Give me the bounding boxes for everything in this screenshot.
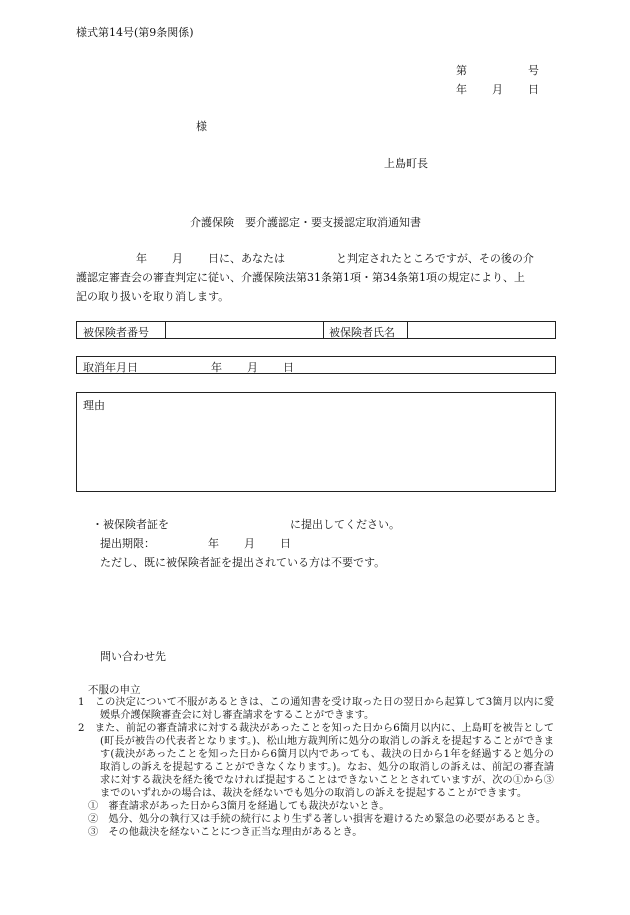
appeal-list	[78, 696, 554, 839]
submission-line1: ・被保険者証を	[92, 518, 169, 531]
insured-info-row	[76, 321, 556, 339]
body-line1-rest: と判定されたところですが、その後の介	[336, 252, 534, 265]
submission-note: ただし、既に被保険者証を提出されている方は不要です。	[100, 556, 386, 569]
cancel-date-row	[76, 356, 556, 374]
issuer: 上島町長	[384, 157, 428, 170]
body-line3: 記の取り扱いを取り消します。	[76, 290, 230, 303]
appeal-sub-2-text: 処分、処分の執行又は手続の続行により生ずる著しい損害を避けるため緊急の必要があるとき。	[108, 814, 547, 825]
cancel-date-label: 取消年月日	[83, 361, 138, 374]
body-line2: 護認定審査会の審査判定に従い、介護保険法第31条第1項・第34条第1項の規定により、上	[76, 271, 525, 284]
deadline-label: 提出期限：	[100, 537, 155, 550]
submission-line1-end: に提出してください。	[290, 518, 400, 531]
page-title: 介護保険 要介護認定・要支援認定取消通知書	[190, 216, 421, 229]
appeal-sub-3-text: その他裁決を経ないことにつき正当な理由があるとき。	[108, 827, 363, 838]
cancel-day: 日	[283, 361, 294, 374]
body-month: 月	[172, 252, 183, 265]
date-year: 年	[456, 83, 467, 96]
appeal-item-1-text: この決定について不服があるときは、この通知書を受け取った日の翌日から起算して3箇月以内に愛媛県介護保険審査会に対し審査請求をすることができます。	[94, 697, 555, 721]
reason-box	[76, 392, 556, 492]
contact-label: 問い合わせ先	[100, 650, 166, 663]
cancel-month: 月	[247, 361, 258, 374]
date-month: 月	[492, 83, 503, 96]
date-day: 日	[528, 83, 539, 96]
body-day-text: 日に、あなたは	[208, 252, 285, 265]
appeal-item-2	[78, 722, 554, 800]
appeal-sub-1-text: 審査請求があった日から3箇月を経過しても裁決がないとき。	[108, 801, 390, 812]
appeal-sub-1-num: ①	[88, 801, 99, 812]
appeal-sub-3-num: ③	[88, 827, 99, 838]
appeal-sub-2-num: ②	[88, 814, 99, 825]
addressee-honorific: 様	[196, 120, 207, 133]
appeal-item-2-text: また、前記の審査請求に対する裁決があったことを知った日から6箇月以内に、上島町を被告として(町長が被告の代表者となります。)、松山地方裁判所に処分の取消しの訴えを提起することができます(裁決があったことを知った日から6箇月以内であっても、裁決の日から1年を経過すると処分の取消しの訴えを提起することができなくなります。)。なお、処分の取消しの訴えは、前記の審査請求に対する裁決を経た後でなければ提起することはできないこととされていますが、次の①から③までのいずれかの場合は、裁決を経ないでも処分の取消しの訴えを提起することができます。	[94, 723, 555, 799]
deadline-month: 月	[244, 537, 255, 550]
insured-number-label: 被保険者番号	[83, 326, 149, 339]
insured-name-label: 被保険者氏名	[329, 326, 395, 339]
appeal-sub-item-2	[78, 813, 554, 826]
appeal-heading: 不服の申立	[88, 684, 141, 696]
deadline-day: 日	[280, 537, 291, 550]
number-prefix: 第	[456, 64, 467, 77]
appeal-item-2-num: 2	[78, 723, 85, 734]
appeal-item-1	[78, 696, 554, 722]
appeal-item-1-num: 1	[78, 697, 85, 708]
deadline-year: 年	[208, 537, 219, 550]
reason-label: 理由	[83, 399, 105, 412]
number-suffix: 号	[528, 64, 539, 77]
appeal-sub-item-3	[78, 826, 554, 839]
appeal-sub-item-1	[78, 800, 554, 813]
form-number: 様式第14号(第9条関係)	[76, 26, 194, 39]
body-year: 年	[136, 252, 147, 265]
cancel-year: 年	[211, 361, 222, 374]
